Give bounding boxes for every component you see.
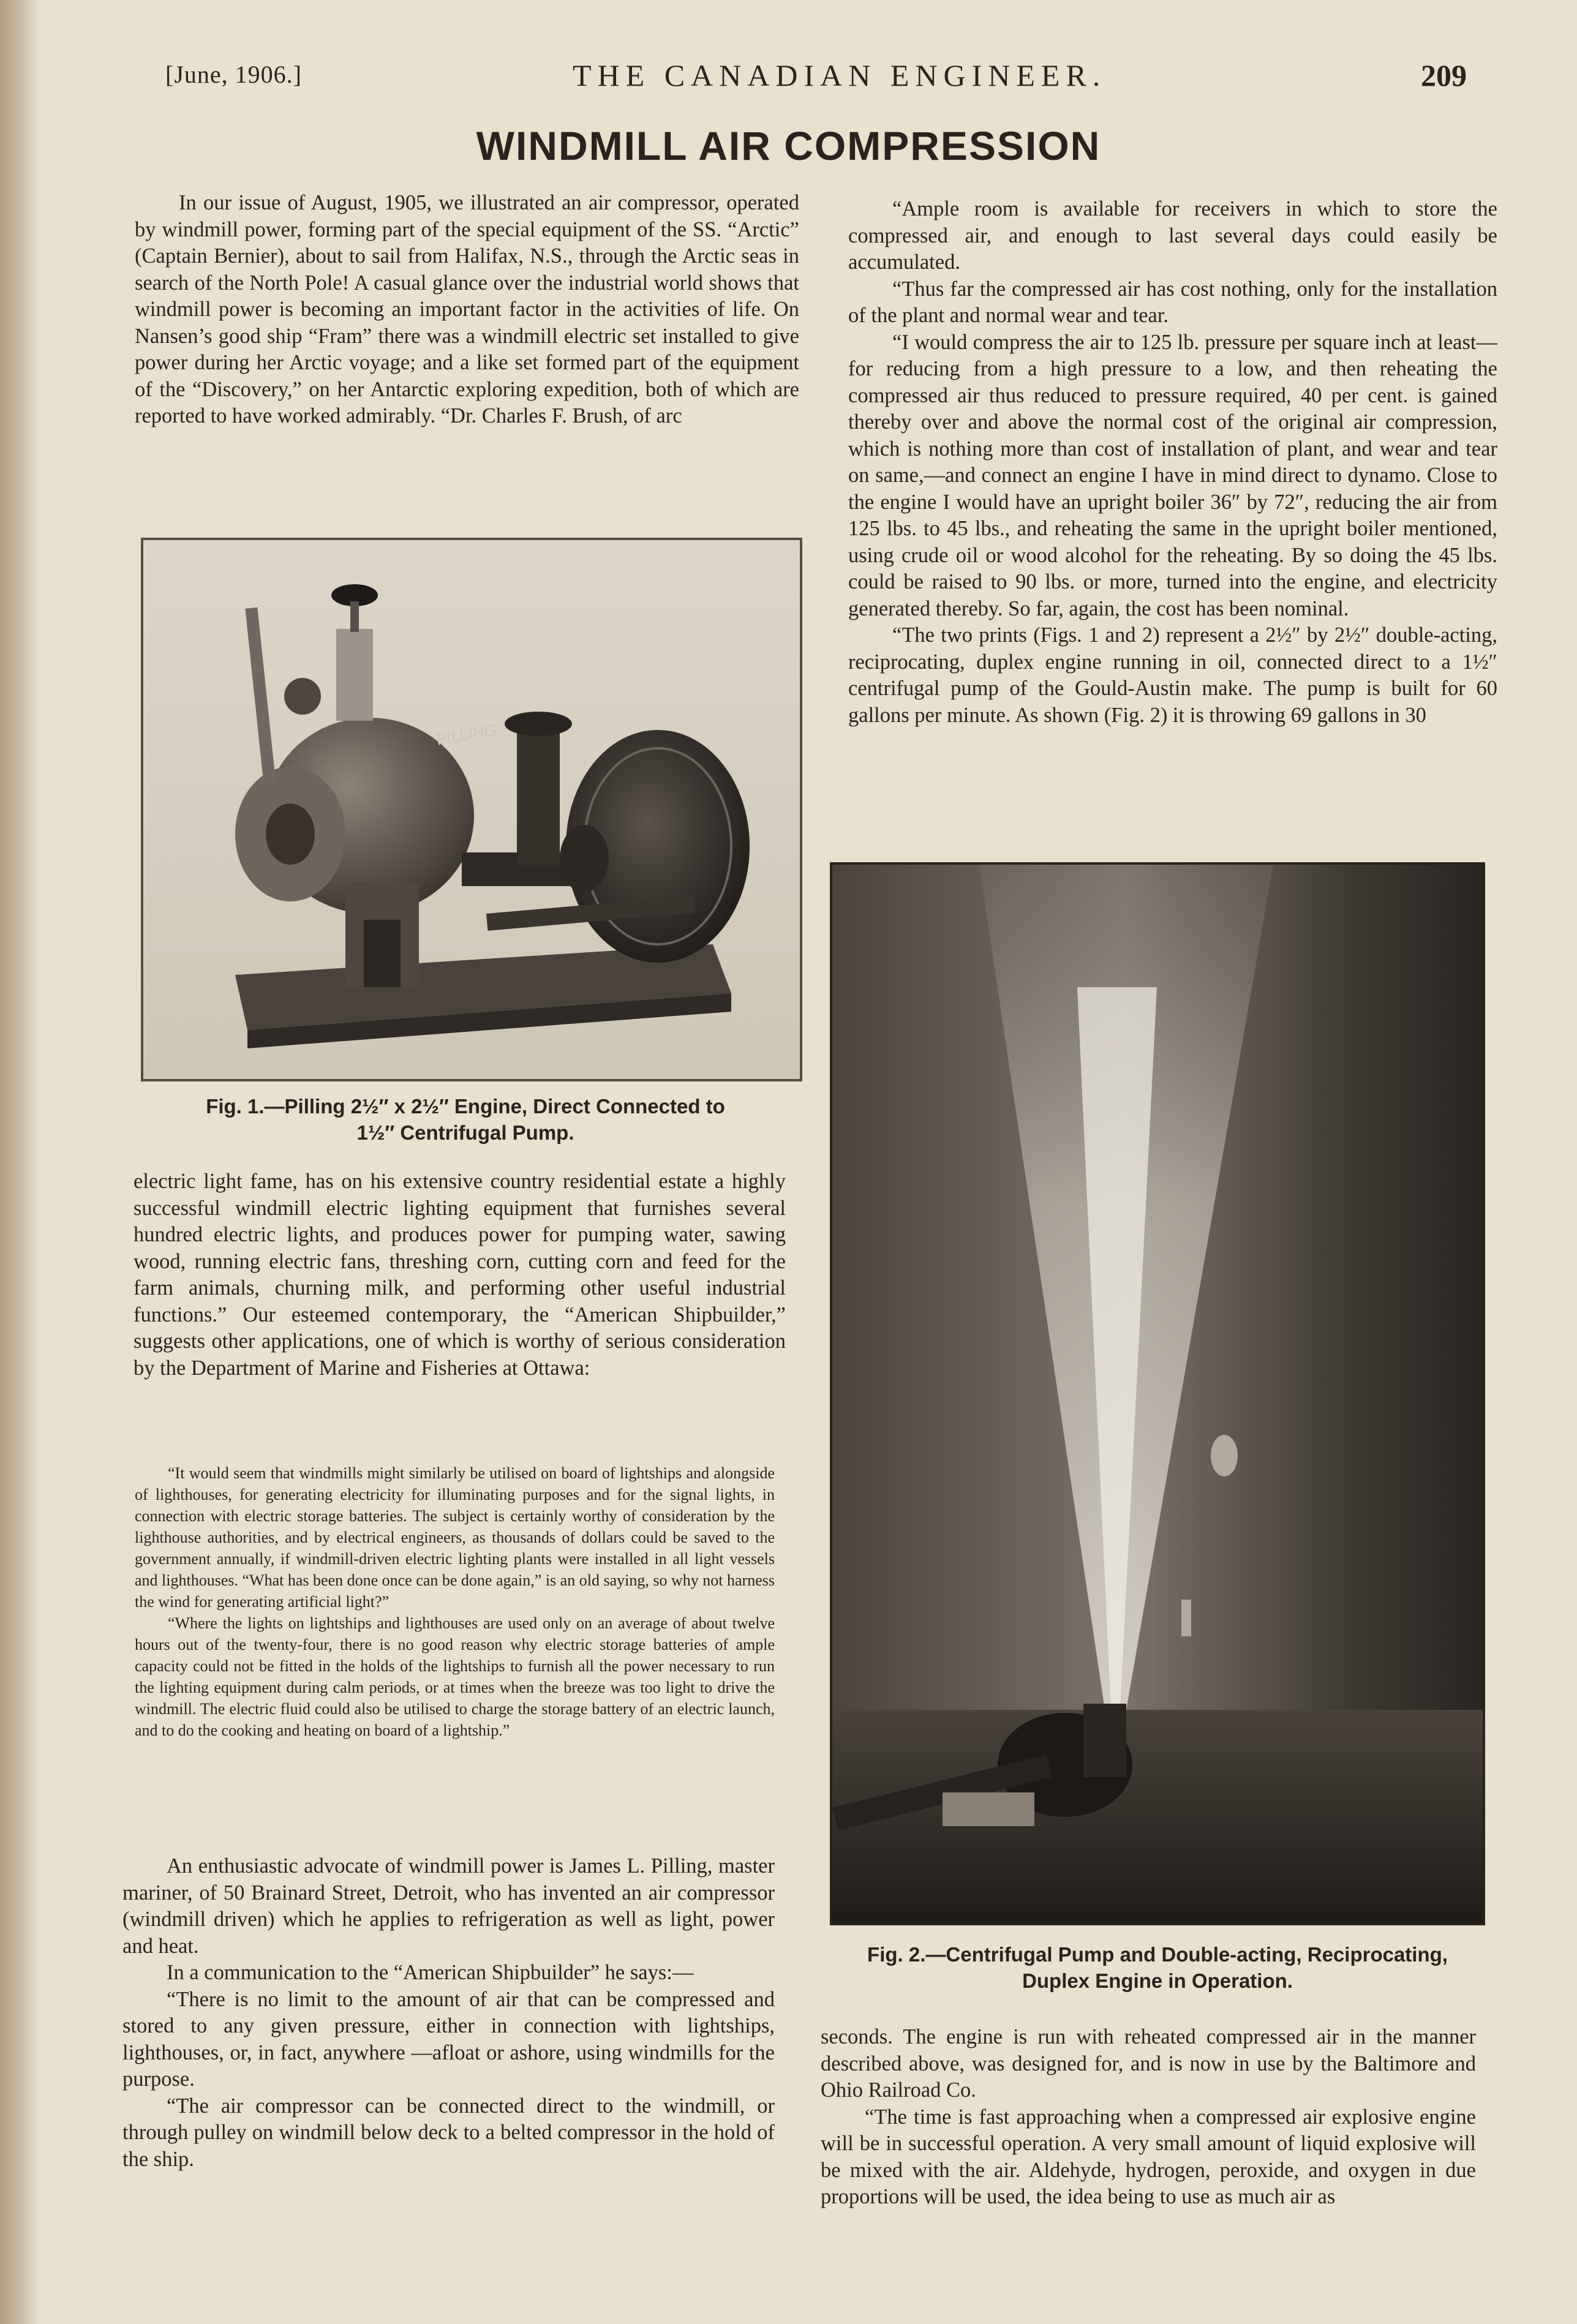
left-paragraph-5: “There is no limit to the amount of air that can be compressed and stored to any given pressure, either in connection with lightships, lighthouses, or, in fact, anywhere —afloat or ashore, using windmills for the purpose. (122, 1987, 775, 2091)
right-paragraph-3: “I would compress the air to 125 lb. pressure per square inch at least—for reducing from a high pressure to a low, and then reheating the compressed air thus reduced to pressure required, 40 per cent. is gained thereby over and above the normal cost of the original air compression, which is nothing more than cost of installation of plant, and wear and tear on same,—and connect an engine I have in mind direct to dynamo. Close to the engine I would have an upright boiler 36″ by 72″, reducing the air from 125 lbs. to 45 lbs., and reheating the same in the upright boiler mentioned, using crude oil or wood alcohol for the reheating. By so doing the 45 lbs. could be raised to 90 lbs. or more, turned into the engine, and electricity generated thereby. So far, again, the cost has been nominal. (848, 330, 1497, 620)
right-paragraph-1: “Ample room is available for receivers in which to store the compressed air, and enough to last several days could easily be accumulated. (848, 197, 1497, 274)
left-column-bottom (122, 1853, 775, 2173)
page-binding-shadow (0, 0, 38, 2324)
left-paragraph-3: An enthusiastic advocate of windmill power is James L. Pilling, master mariner, of 50 Brainard Street, Detroit, who has invented an air compressor (windmill driven) which he applies to refrigeration as well as light, power and heat. (122, 1854, 775, 1958)
journal-title: THE CANADIAN ENGINEER. (573, 58, 1107, 92)
pump-operation-illustration (832, 865, 1483, 1923)
figure-2-caption-line-1: Fig. 2.—Centrifugal Pump and Double-acting, Reciprocating, (867, 1943, 1448, 1966)
figure-2-caption-line-2: Duplex Engine in Operation. (1022, 1969, 1293, 1992)
figure-2-pump-photo (830, 862, 1485, 1925)
left-paragraph-1: In our issue of August, 1905, we illustrated an air compressor, operated by windmill power, forming part of the special equipment of the SS. “Arctic” (Captain Bernier), about to sail from Halifax, N.S., through the Arctic seas in search of the North Pole! A casual glance over the industrial world shows that windmill power is becoming an important factor in the activities of life. On Nansen’s good ship “Fram” there was a windmill electric set installed to give power during her Arctic voyage; and a like set formed part of the equipment of the “Discovery,” on her Antarctic exploring expedition, both of which are reported to have worked admirably. “Dr. Charles F. Brush, of arc (135, 191, 799, 427)
figure-1-caption (129, 1093, 802, 1146)
figure-1-caption-line-2: 1½″ Centrifugal Pump. (356, 1121, 574, 1144)
engine-nameplate: PILLING (434, 720, 499, 749)
article-title: WINDMILL AIR COMPRESSION (476, 123, 1101, 168)
quoted-passage (122, 1462, 775, 1741)
left-column-middle (134, 1168, 786, 1382)
figure-1-engine-photo (141, 538, 802, 1081)
figure-1-caption-line-1: Fig. 1.—Pilling 2½″ x 2½″ Engine, Direct Connected to (206, 1095, 725, 1118)
quote-paragraph-1: “It would seem that windmills might similarly be utilised on board of lightships and alongside of lighthouses, for generating electricity for illuminating purposes and for the signal lights, in connection with electric storage batteries. The subject is certainly worthy of consideration by the lighthouse authorities, and by electrical engineers, as thousands of dollars could be saved to the government annually, if windmill-driven electric lighting plants were installed in all light vessels and lighthouses. “What has been done once can be done again,” is an old saying, so why not harness the wind for generating artificial light?” (135, 1464, 775, 1611)
left-column-intro (135, 190, 799, 430)
right-paragraph-5: seconds. The engine is run with reheated compressed air in the manner described above, was designed for, and is now in use by the Baltimore and Ohio Railroad Co. (821, 2025, 1476, 2102)
left-paragraph-6: “The air compressor can be connected direct to the windmill, or through pulley on windmill below deck to a belted compressor in the hold of the ship. (122, 2094, 775, 2171)
quote-paragraph-2: “Where the lights on lightships and lighthouses are used only on an average of about twelve hours out of the twenty-four, there is no good reason why electric storage batteries of ample capacity could not be fitted in the holds of the lightships to furnish all the power necessary to run the lighting equipment during calm periods, or at times when the breeze was too light to drive the windmill. The electric fluid could also be utilised to charge the storage battery of an electric launch, and to do the cooking and heating on board of a lightship.” (135, 1614, 775, 1739)
right-paragraph-4: “The two prints (Figs. 1 and 2) represent a 2½″ by 2½″ double-acting, reciprocating, duplex engine running in oil, connected direct to a 1½″ centrifugal pump of the Gould-Austin make. The pump is built for 60 gallons per minute. As shown (Fig. 2) it is throwing 69 gallons in 30 (848, 623, 1497, 727)
issue-date: [June, 1906.] (165, 61, 302, 88)
right-column-bottom (821, 2024, 1476, 2211)
left-paragraph-2: electric light fame, has on his extensive country residential estate a highly successful windmill electric lighting equipment that furnishes several hundred electric lights, and produces power for pumping water, sawing wood, running electric fans, threshing corn, cutting corn and feed for the farm animals, churning milk, and performing other useful industrial functions.” Our esteemed contemporary, the “American Shipbuilder,” suggests other applications, one of which is worthy of serious consideration by the Department of Marine and Fisheries at Ottawa: (134, 1170, 786, 1380)
right-column-top (848, 196, 1497, 729)
right-paragraph-6: “The time is fast approaching when a compressed air explosive engine will be in successful operation. A very small amount of liquid explosive will be mixed with the air. Aldehyde, hydrogen, peroxide, and oxygen in due proportions will be used, the idea being to use as much air as (821, 2105, 1476, 2208)
right-paragraph-2: “Thus far the compressed air has cost nothing, only for the installation of the plant and normal wear and tear. (848, 277, 1497, 327)
pilling-engine-illustration (143, 540, 800, 1079)
figure-2-caption (821, 1941, 1494, 1994)
page-number: 209 (1421, 58, 1467, 92)
left-paragraph-4: In a communication to the “American Shipbuilder” he says:— (167, 1961, 694, 1984)
